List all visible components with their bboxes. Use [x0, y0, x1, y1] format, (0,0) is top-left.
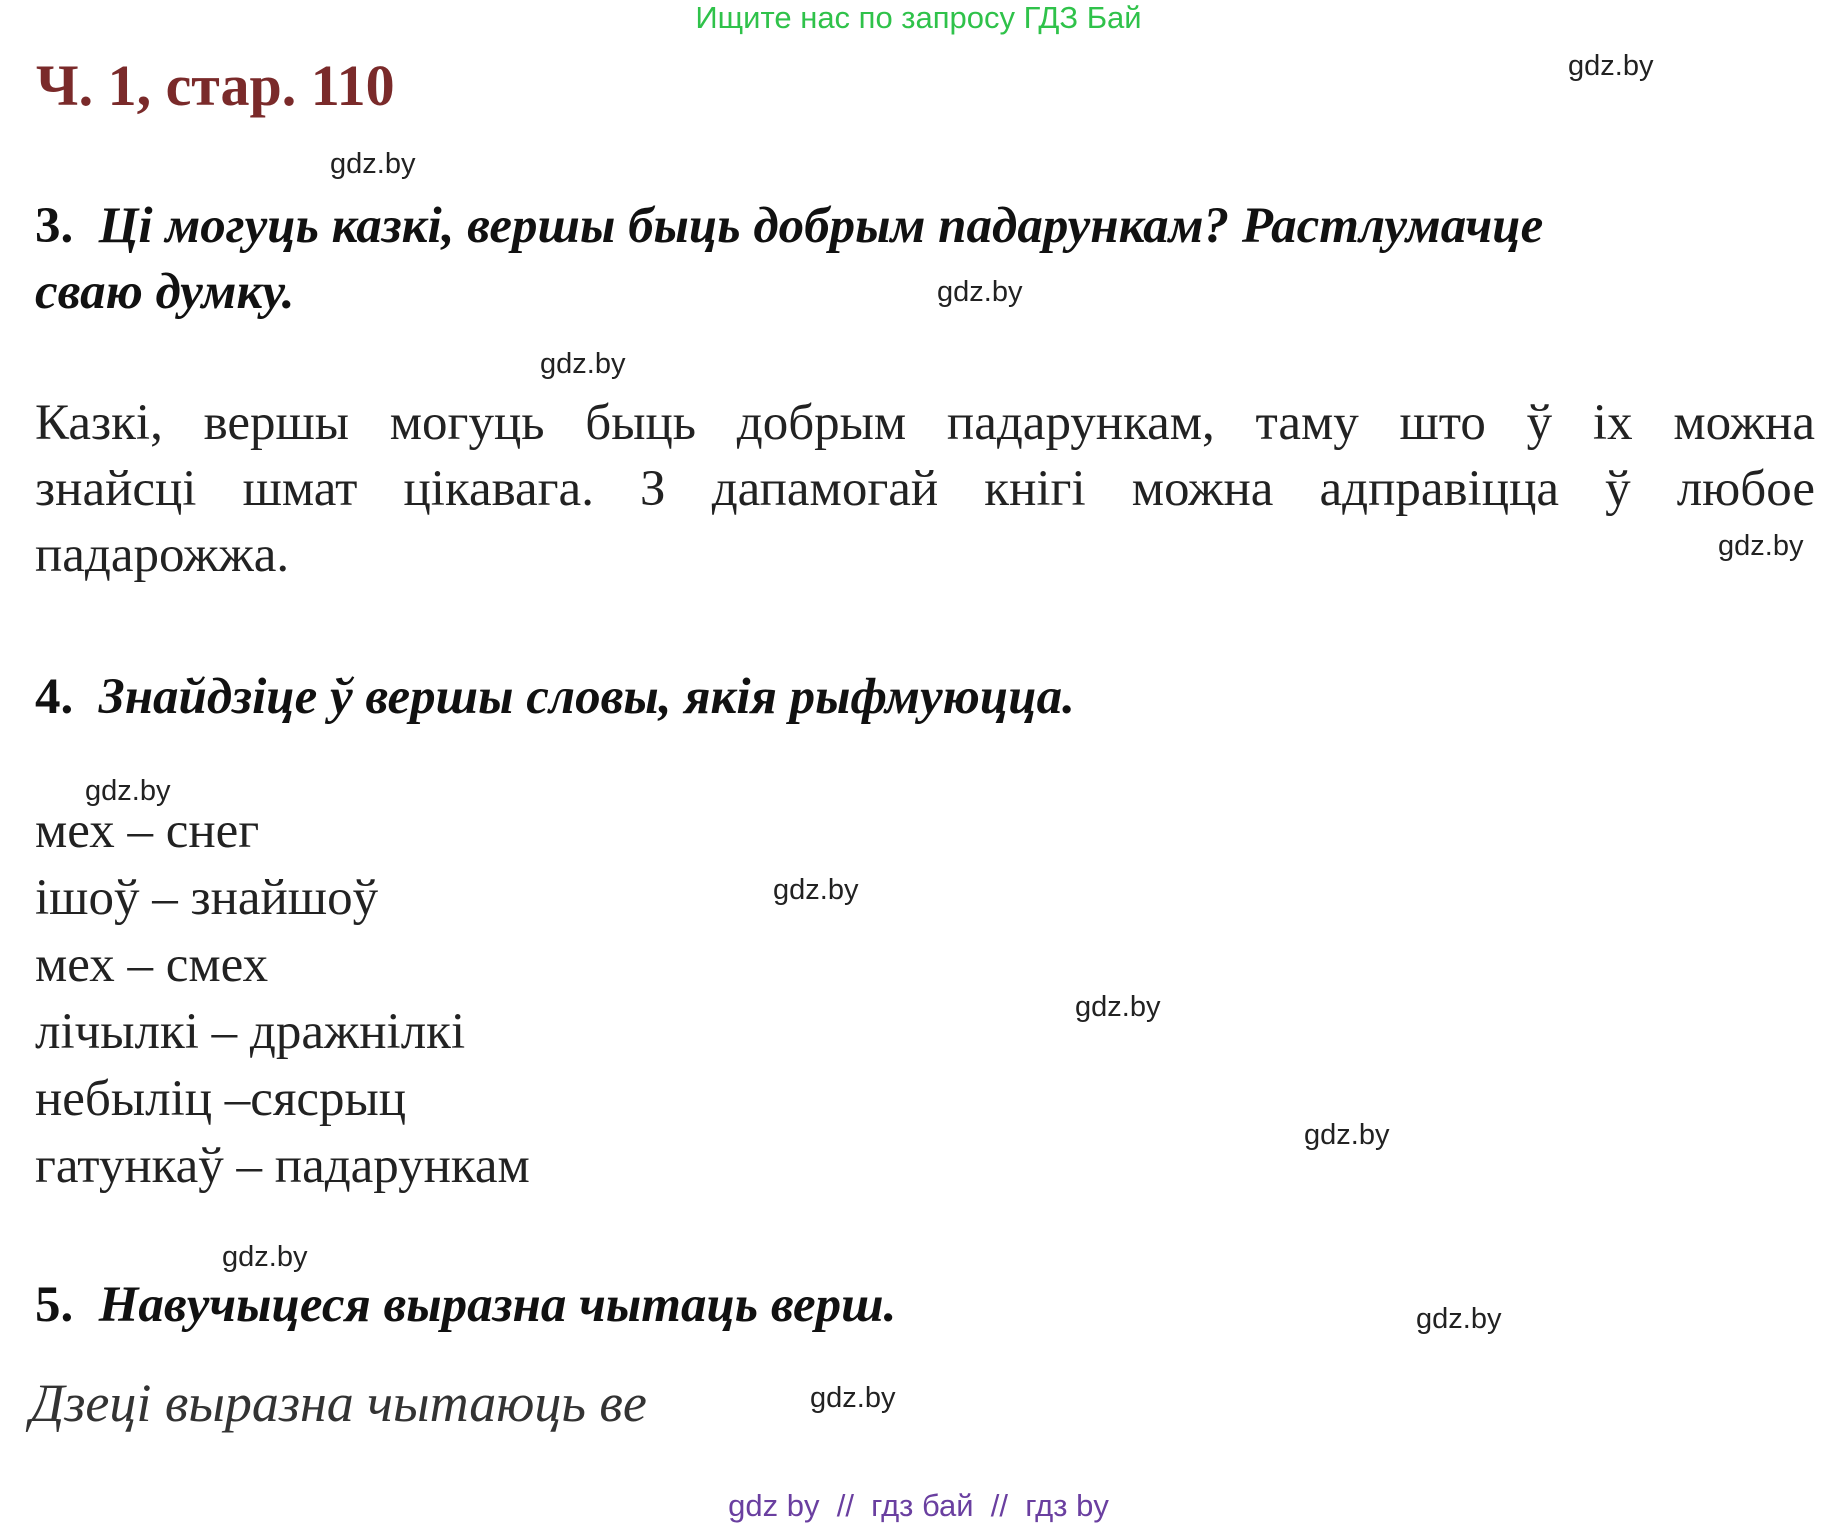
watermark: gdz.by — [1075, 991, 1161, 1023]
footer-links: gdz by // гдз бай // гдз by — [728, 1488, 1109, 1523]
watermark: gdz.by — [773, 874, 859, 906]
watermark: gdz.by — [937, 276, 1023, 308]
watermark: gdz.by — [85, 775, 171, 807]
task-3-question-text: Ці могуць казкі, вершы быць добрым падарункам? Растлумачце — [98, 198, 1544, 254]
watermark: gdz.by — [222, 1241, 308, 1273]
task-3-answer — [35, 390, 1815, 588]
list-item: ішоў – знайшоў — [35, 870, 379, 926]
list-item: мех – смех — [35, 937, 269, 993]
watermark: gdz.by — [1304, 1119, 1390, 1151]
list-item: гатункаў – падарункам — [35, 1138, 530, 1194]
task-5-number: 5. — [35, 1277, 74, 1333]
task-3-answer-line3: падарожжа. — [35, 527, 290, 583]
task-4-question-text: Знайдзіце ў вершы словы, якія рыфмуюцца. — [98, 669, 1075, 725]
page-title: Ч. 1, стар. 110 — [36, 53, 395, 118]
task-3-question-line2: сваю думку. — [35, 264, 295, 320]
watermark: gdz.by — [330, 148, 416, 180]
task-3-number: 3. — [35, 198, 74, 254]
task-4-number: 4. — [35, 669, 74, 725]
task-5-question-text: Навучыцеся выразна чытаць верш. — [98, 1277, 897, 1333]
task-5-question — [35, 1271, 896, 1339]
task-3-answer-line1: Казкі, вершы могуць быць добрым падарункам, таму што ў іх можна — [35, 395, 1815, 451]
task-4-question — [35, 663, 1075, 731]
watermark: gdz.by — [1718, 530, 1804, 562]
list-item: лічылкі – дражнілкі — [35, 1004, 466, 1060]
watermark: gdz.by — [540, 348, 626, 380]
watermark: gdz.by — [1416, 1303, 1502, 1335]
task-3-question-line1 — [35, 192, 1543, 260]
top-banner: Ищите нас по запросу ГДЗ Бай — [695, 0, 1142, 35]
watermark: gdz.by — [810, 1382, 896, 1414]
task-3-answer-line2: знайсці шмат цікавага. З дапамогай кнігі можна адправіцца ў любое — [35, 461, 1815, 517]
list-item: небыліц –сясрыц — [35, 1071, 407, 1127]
task-5-answer: Дзеці выразна чытаюць ве — [30, 1373, 647, 1433]
watermark: gdz.by — [1568, 50, 1654, 82]
rhyme-list — [35, 798, 530, 1200]
list-item: мех – снег — [35, 803, 260, 859]
